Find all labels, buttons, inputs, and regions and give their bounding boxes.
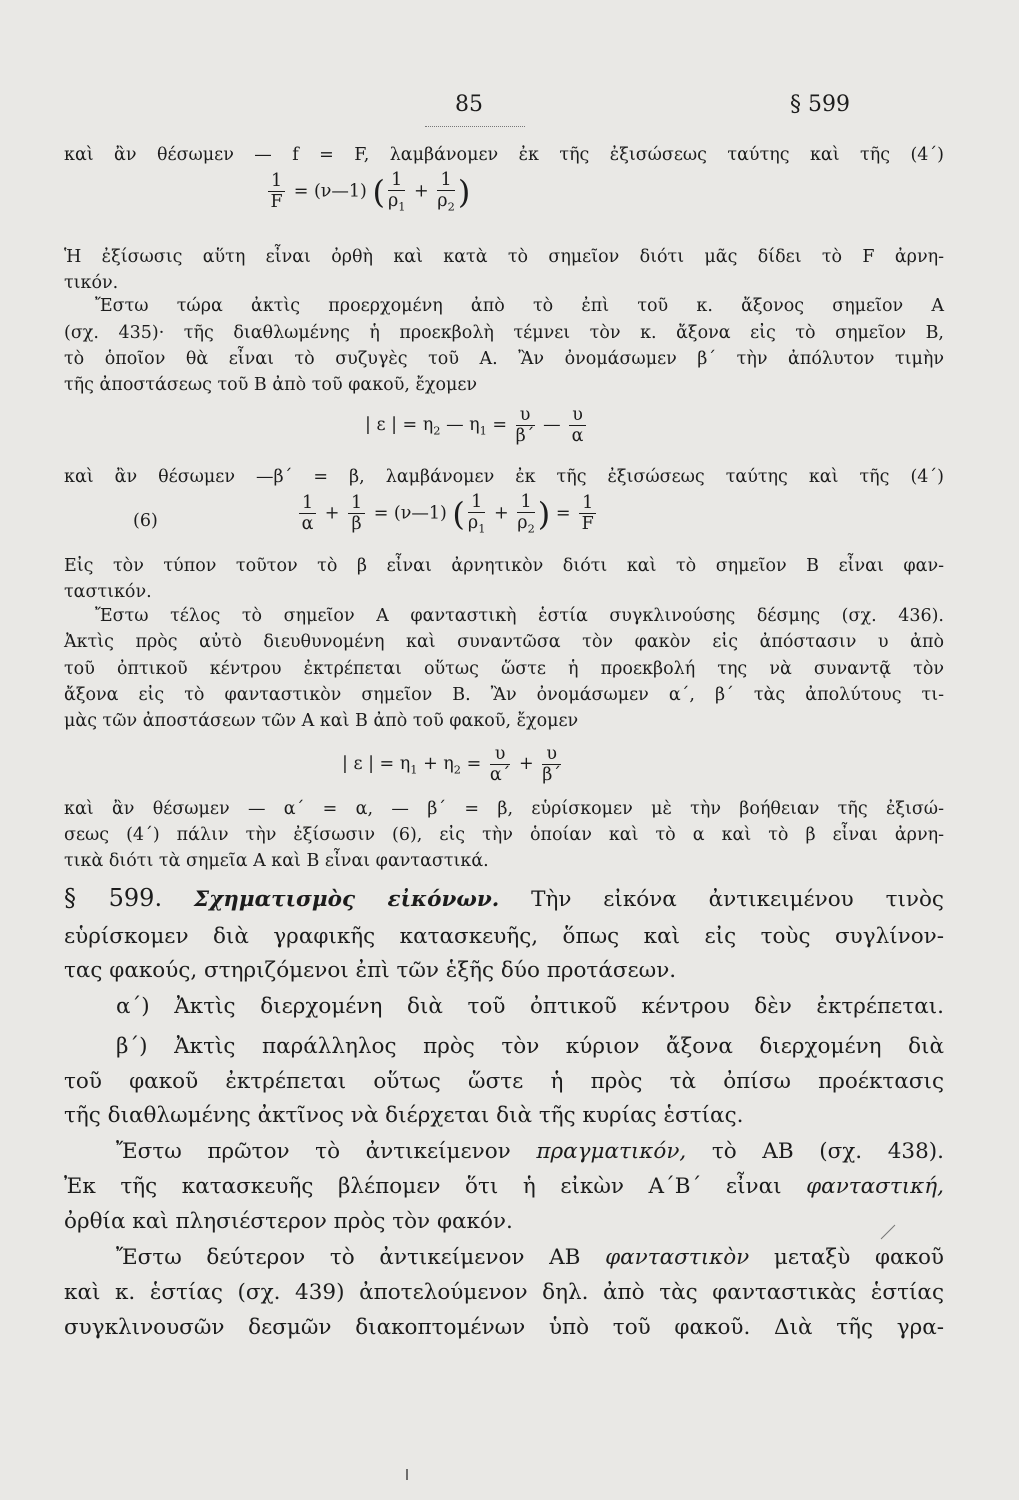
text-line: Ἀκτὶς πρὸς αὐτὸ διευθυνομένη καὶ συναντῶσα τὸν φακὸν εἰς ἀπόστασιν υ ἀπὸ (64, 632, 944, 652)
text-line: συγκλινουσῶν δεσμῶν διακοπτομένων ὑπὸ τοῦ φακοῦ. Διὰ τῆς γρα- (64, 1315, 944, 1340)
proposition-b: β΄) Ἀκτὶς παράλληλος πρὸς τὸν κύριον ἄξονα διερχομένη διὰ (116, 1034, 944, 1059)
section-heading-line: § 599. Σχηματισμὸς εἰκόνων. Τὴν εἰκόνα ἀντικειμένου τινὸς (64, 884, 944, 912)
fraction: $\frac{1}{\rho_2}$ (437, 170, 455, 214)
fraction: $\frac{1}{\rho_1}$ (467, 492, 486, 536)
text-line: Ἔστω τέλος τὸ σημεῖον Α φανταστικὴ ἑστία συγκλινούσης δέσμης (σχ. 436). (95, 606, 944, 626)
running-section-number: § 599 (790, 92, 850, 117)
text-line: Εἰς τὸν τύπον τοῦτον τὸ β εἶναι ἀρνητικὸν διότι καὶ τὸ σημεῖον Β εἶναι φαν- (64, 556, 944, 576)
fraction: $\frac{\upsilon}{\beta΄}$ (515, 405, 535, 447)
text-line: εὑρίσκομεν διὰ γραφικῆς κατασκευῆς, ὅπως καὶ εἰς τοὺς συγλίνον- (64, 924, 944, 949)
text-line: σεως (4΄) πάλιν τὴν ἐξίσωσιν (6), εἰς τὴν ὁποίαν καὶ τὸ α καὶ τὸ β εἶναι ἀρνη- (64, 825, 944, 845)
header-rule (425, 126, 525, 127)
text-line: ὀρθία καὶ πλησιέστερον πρὸς τὸν φακόν. (64, 1209, 513, 1234)
text-line: τικόν. (64, 273, 119, 293)
stray-pencil-mark (878, 1222, 898, 1242)
fraction: $\frac{\upsilon}{\beta΄}$ (542, 744, 562, 786)
equation-label: (6) (133, 511, 158, 531)
fraction: $\frac{1}{\beta}$ (348, 493, 365, 534)
section-title: Σχηματισμὸς εἰκόνων. (193, 887, 500, 912)
text-line: μὰς τῶν ἀποστάσεων τῶν Α καὶ Β ἀπὸ τοῦ φακοῦ, ἔχομεν (64, 711, 579, 731)
equation-2: | ε | = $\eta_2$ — $\eta_1$ = $\frac{\upsilon}{\beta΄}$ — $\frac{\upsilon}{\alpha}$ (365, 405, 589, 446)
text-line: ταστικόν. (64, 582, 152, 602)
text-line: τας φακούς, στηριζόμενοι ἐπὶ τῶν ἑξῆς δύο προτάσεων. (64, 958, 677, 983)
text-line: ἄξονα εἰς τὸ φανταστικὸν σημεῖον Β. Ἂν ὀνομάσωμεν α΄, β΄ τὰς ἀπολύτους τι- (64, 685, 944, 705)
fraction: $\frac{1}{\rho_2}$ (517, 492, 535, 536)
text-line: καὶ ἂν θέσωμεν — f = F, λαμβάνομεν ἐκ τῆς ἐξισώσεως ταύτης καὶ τῆς (4΄) (64, 145, 944, 165)
stray-speck (404, 1468, 410, 1482)
text-line: καὶ ἂν θέσωμεν — α΄ = α, — β΄ = β, εὑρίσκομεν μὲ τὴν βοήθειαν τῆς ἐξισώ- (64, 799, 944, 819)
text-line: τῆς ἀποστάσεως τοῦ Β ἀπὸ τοῦ φακοῦ, ἔχομεν (64, 375, 478, 395)
text-line: τοῦ φακοῦ ἐκτρέπεται οὕτως ὥστε ἡ πρὸς τὰ ὀπίσω προέκτασις (64, 1069, 944, 1094)
equation-1: $\frac{1}{F}$ = (ν—1) ( $\frac{1}{\rho_1}$ + $\frac{1}{\rho_2}$ ) (265, 170, 470, 214)
text-line: (σχ. 435)· τῆς διαθλωμένης ἡ προεκβολὴ τέμνει τὸν κ. ἄξονα εἰς τὸ σημεῖον Β, (64, 323, 944, 343)
equation-3: | ε | = $\eta_1 + \eta_2$ = $\frac{\upsilon}{\alpha΄}$ + $\frac{\upsilon}{\beta΄}$ (342, 744, 562, 786)
text-line: Ἔστω πρῶτον τὸ ἀντικείμενον πραγματικόν, τὸ ΑΒ (σχ. 438). (116, 1139, 944, 1164)
section-mark: § 599. (64, 884, 163, 912)
fraction: $\frac{\upsilon}{\alpha}$ (569, 405, 586, 446)
text-line: τῆς διαθλωμένης ἀκτῖνος νὰ διέρχεται διὰ τῆς κυρίας ἑστίας. (64, 1103, 744, 1128)
equation-6: $\frac{1}{\alpha}$ + $\frac{1}{\beta}$ = (ν—1) ( $\frac{1}{\rho_1}$ + $\frac{1}{\rho_2}$ ) = $\frac{1}{F}$ (296, 492, 599, 536)
fraction: $\frac{1}{F}$ (268, 171, 285, 212)
text-line: τικὰ διότι τὰ σημεῖα Α καὶ Β εἶναι φανταστικά. (64, 851, 489, 871)
fraction: $\frac{1}{F}$ (579, 493, 596, 534)
proposition-a: α΄) Ἀκτὶς διερχομένη διὰ τοῦ ὀπτικοῦ κέντρου δὲν ἐκτρέπεται. (116, 994, 944, 1019)
text-line: Ἐκ τῆς κατασκευῆς βλέπομεν ὅτι ἡ εἰκὼν Α΄Β΄ εἶναι φανταστική, (64, 1174, 944, 1199)
text-line: Ἡ ἐξίσωσις αὕτη εἶναι ὀρθὴ καὶ κατὰ τὸ σημεῖον διότι μᾶς δίδει τὸ F ἀρνη- (64, 247, 944, 267)
text-line: τοῦ ὀπτικοῦ κέντρου ἐκτρέπεται οὕτως ὥστε ἡ προεκβολή της νὰ συναντᾷ τὸν (64, 659, 944, 679)
text-line: καὶ ἂν θέσωμεν —β΄ = β, λαμβάνομεν ἐκ τῆς ἐξισώσεως ταύτης καὶ τῆς (4΄) (64, 467, 944, 487)
text-line: καὶ κ. ἑστίας (σχ. 439) ἀποτελούμενον δηλ. ἀπὸ τὰς φανταστικὰς ἑστίας (64, 1280, 944, 1305)
fraction: $\frac{\upsilon}{\alpha΄}$ (489, 744, 511, 786)
fraction: $\frac{1}{\alpha}$ (299, 493, 316, 534)
text-line: Ἔστω δεύτερον τὸ ἀντικείμενον ΑΒ φανταστικὸν μεταξὺ φακοῦ (116, 1245, 944, 1270)
page-number: 85 (455, 92, 483, 117)
text-line: Ἔστω τώρα ἀκτὶς προερχομένη ἀπὸ τὸ ἐπὶ τοῦ κ. ἄξονος σημεῖον Α (95, 296, 944, 316)
text-line: τὸ ὁποῖον θὰ εἶναι τὸ συζυγὲς τοῦ Α. Ἂν ὀνομάσωμεν β΄ τὴν ἀπόλυτον τιμὴν (64, 349, 944, 369)
fraction: $\frac{1}{\rho_1}$ (387, 170, 406, 214)
